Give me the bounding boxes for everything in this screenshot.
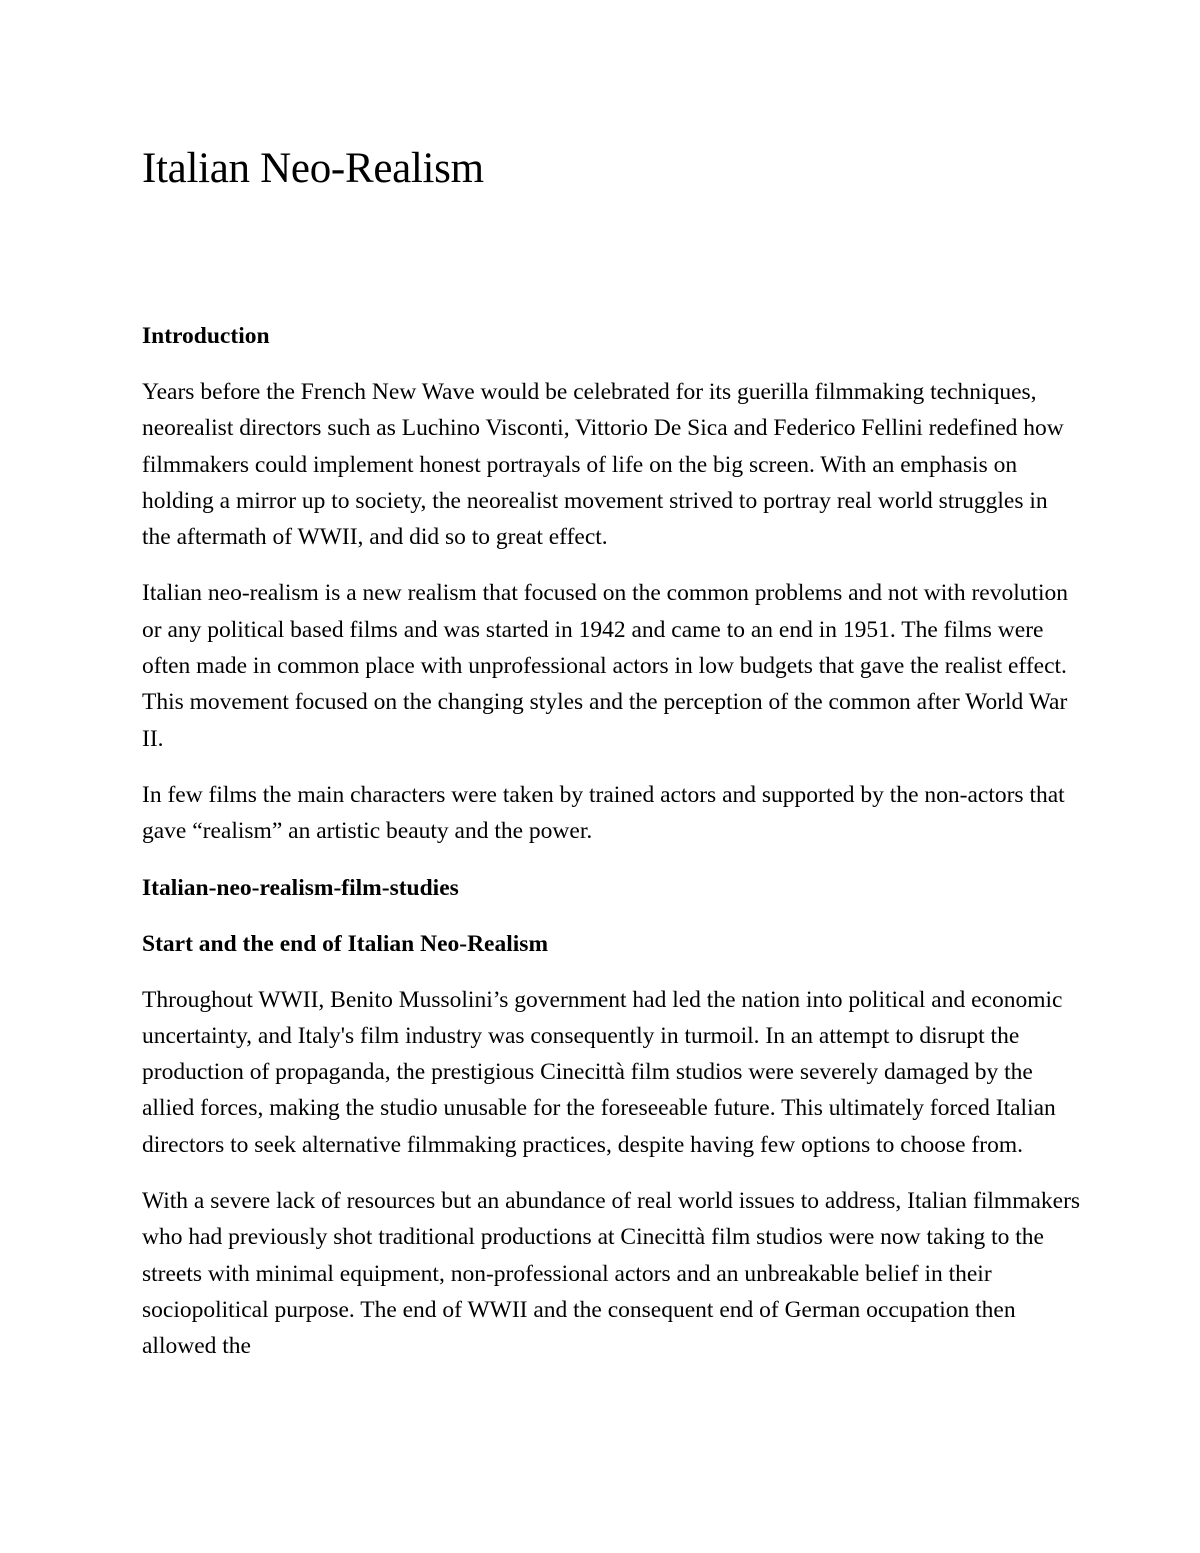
document-body [142,138,1082,1385]
paragraph: Years before the French New Wave would be celebrated for its guerilla filmmaking techniques, neorealist directors such as Luchino Visconti, Vittorio De Sica and Federico Fellini redefined how filmmakers could implement honest portrayals of life on the big screen. With an emphasis on holding a mirror up to society, the neorealist movement strived to portray real world struggles in the aftermath of WWII, and did so to great effect. [142,379,1064,551]
paragraph: In few films the main characters were taken by trained actors and supported by the non-actors that gave “realism” an artistic beauty and the power. [142,781,1065,845]
section-heading-start-and-end: Start and the end of Italian Neo-Realism [142,930,549,957]
section-heading-film-studies: Italian-neo-realism-film-studies [142,874,459,901]
paragraph: Italian neo-realism is a new realism that focused on the common problems and not with revolution or any political based films and was started in 1942 and came to an end in 1951. The films were often made in common place with unprofessional actors in low budgets that gave the realist effect. This movement focused on the changing styles and the perception of the common after World War II. [142,580,1069,752]
document-title: Italian Neo-Realism [142,145,484,192]
section-heading-introduction: Introduction [142,323,270,349]
paragraph: With a severe lack of resources but an abundance of real world issues to address, Italian filmmakers who had previously shot traditional productions at Cinecittà film studios were now taking to the streets with minimal equipment, non-professional actors and an unbreakable belief in their sociopolitical purpose. The end of WWII and the consequent end of German occupation then allowed the [142,1188,1081,1360]
paragraph: Throughout WWII, Benito Mussolini’s government had led the nation into political and economic uncertainty, and Italy's film industry was consequently in turmoil. In an attempt to disrupt the production of propaganda, the prestigious Cinecittà film studios were severely damaged by the allied forces, making the studio unusable for the foreseeable future. This ultimately forced Italian directors to seek alternative filmmaking practices, despite having few options to choose from. [142,986,1063,1158]
